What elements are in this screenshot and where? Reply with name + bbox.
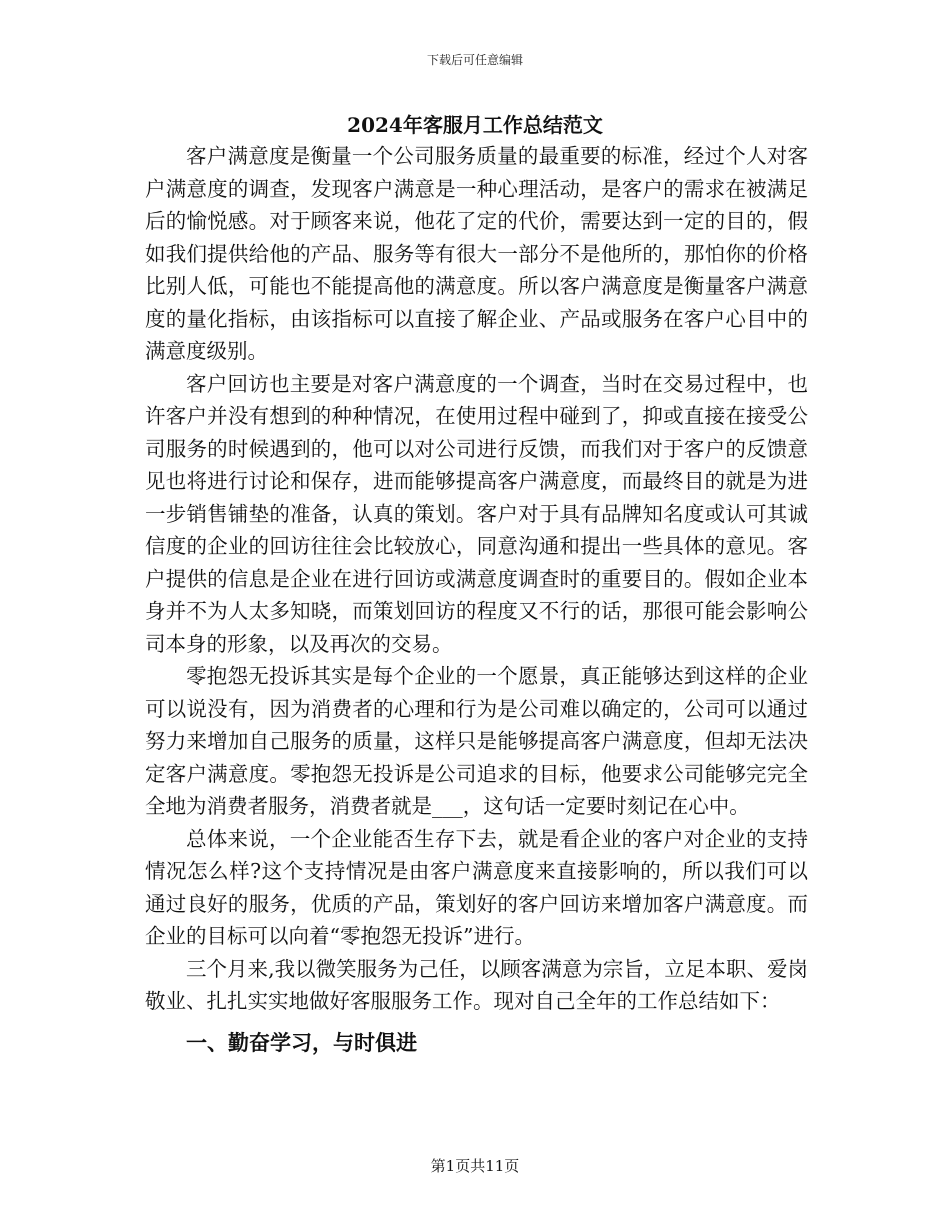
- document-title: 2024年客服月工作总结范文: [347, 113, 603, 137]
- paragraph-5: 三个月来,我以微笑服务为己任，以顾客满意为宗旨，立足本职、爱岗敬业、扎扎实实地做好客服服务工作。现对自己全年的工作总结如下：: [145, 956, 808, 1013]
- paragraph-2: 客户回访也主要是对客户满意度的一个调查，当时在交易过程中，也许客户并没有想到的种种情况，在使用过程中碰到了，抑或直接在接受公司服务的时候遇到的，他可以对公司进行反馈，而我们对于客户的反馈意见也将进行讨论和保存，进而能够提高客户满意度，而最终目的就是为进一步销售铺垫的准备，认真的策划。客户对于具有品牌知名度或认可其诚信度的企业的回访往往会比较放心，同意沟通和提出一些具体的意见。客户提供的信息是企业在进行回访或满意度调查时的重要目的。假如企业本身并不为人太多知晓，而策划回访的程度又不行的话，那很可能会影响公司本身的形象，以及再次的交易。: [145, 371, 808, 656]
- page-footer-number: 第1页共11页: [430, 1157, 520, 1175]
- paragraph-4: 总体来说，一个企业能否生存下去，就是看企业的客户对企业的支持情况怎么样?这个支持情况是由客户满意度来直接影响的，所以我们可以通过良好的服务，优质的产品，策划好的客户回访来增加客户满意度。而企业的目标可以向着“零抱怨无投诉”进行。: [145, 826, 808, 948]
- document-body: [145, 140, 808, 1060]
- page-header-note: 下载后可任意编辑: [426, 53, 523, 67]
- paragraph-1: 客户满意度是衡量一个公司服务质量的最重要的标准，经过个人对客户满意度的调查，发现客户满意是一种心理活动，是客户的需求在被满足后的愉悦感。对于顾客来说，他花了定的代价，需要达到一定的目的，假如我们提供给他的产品、服务等有很大一部分不是他所的，那怕你的价格比别人低，可能也不能提高他的满意度。所以客户满意度是衡量客户满意度的量化指标，由该指标可以直接了解企业、产品或服务在客户心目中的满意度级别。: [145, 144, 808, 363]
- paragraph-3: 零抱怨无投诉其实是每个企业的一个愿景，真正能够达到这样的企业可以说没有，因为消费者的心理和行为是公司难以确定的，公司可以通过努力来增加自己服务的质量，这样只是能够提高客户满意度，但却无法决定客户满意度。零抱怨无投诉是公司追求的目标，他要求公司能够完完全全地为消费者服务，消费者就是___，这句话一定要时刻记在心中。: [145, 664, 808, 818]
- section-heading: 一、勤奋学习，与时俱进: [186, 1029, 417, 1055]
